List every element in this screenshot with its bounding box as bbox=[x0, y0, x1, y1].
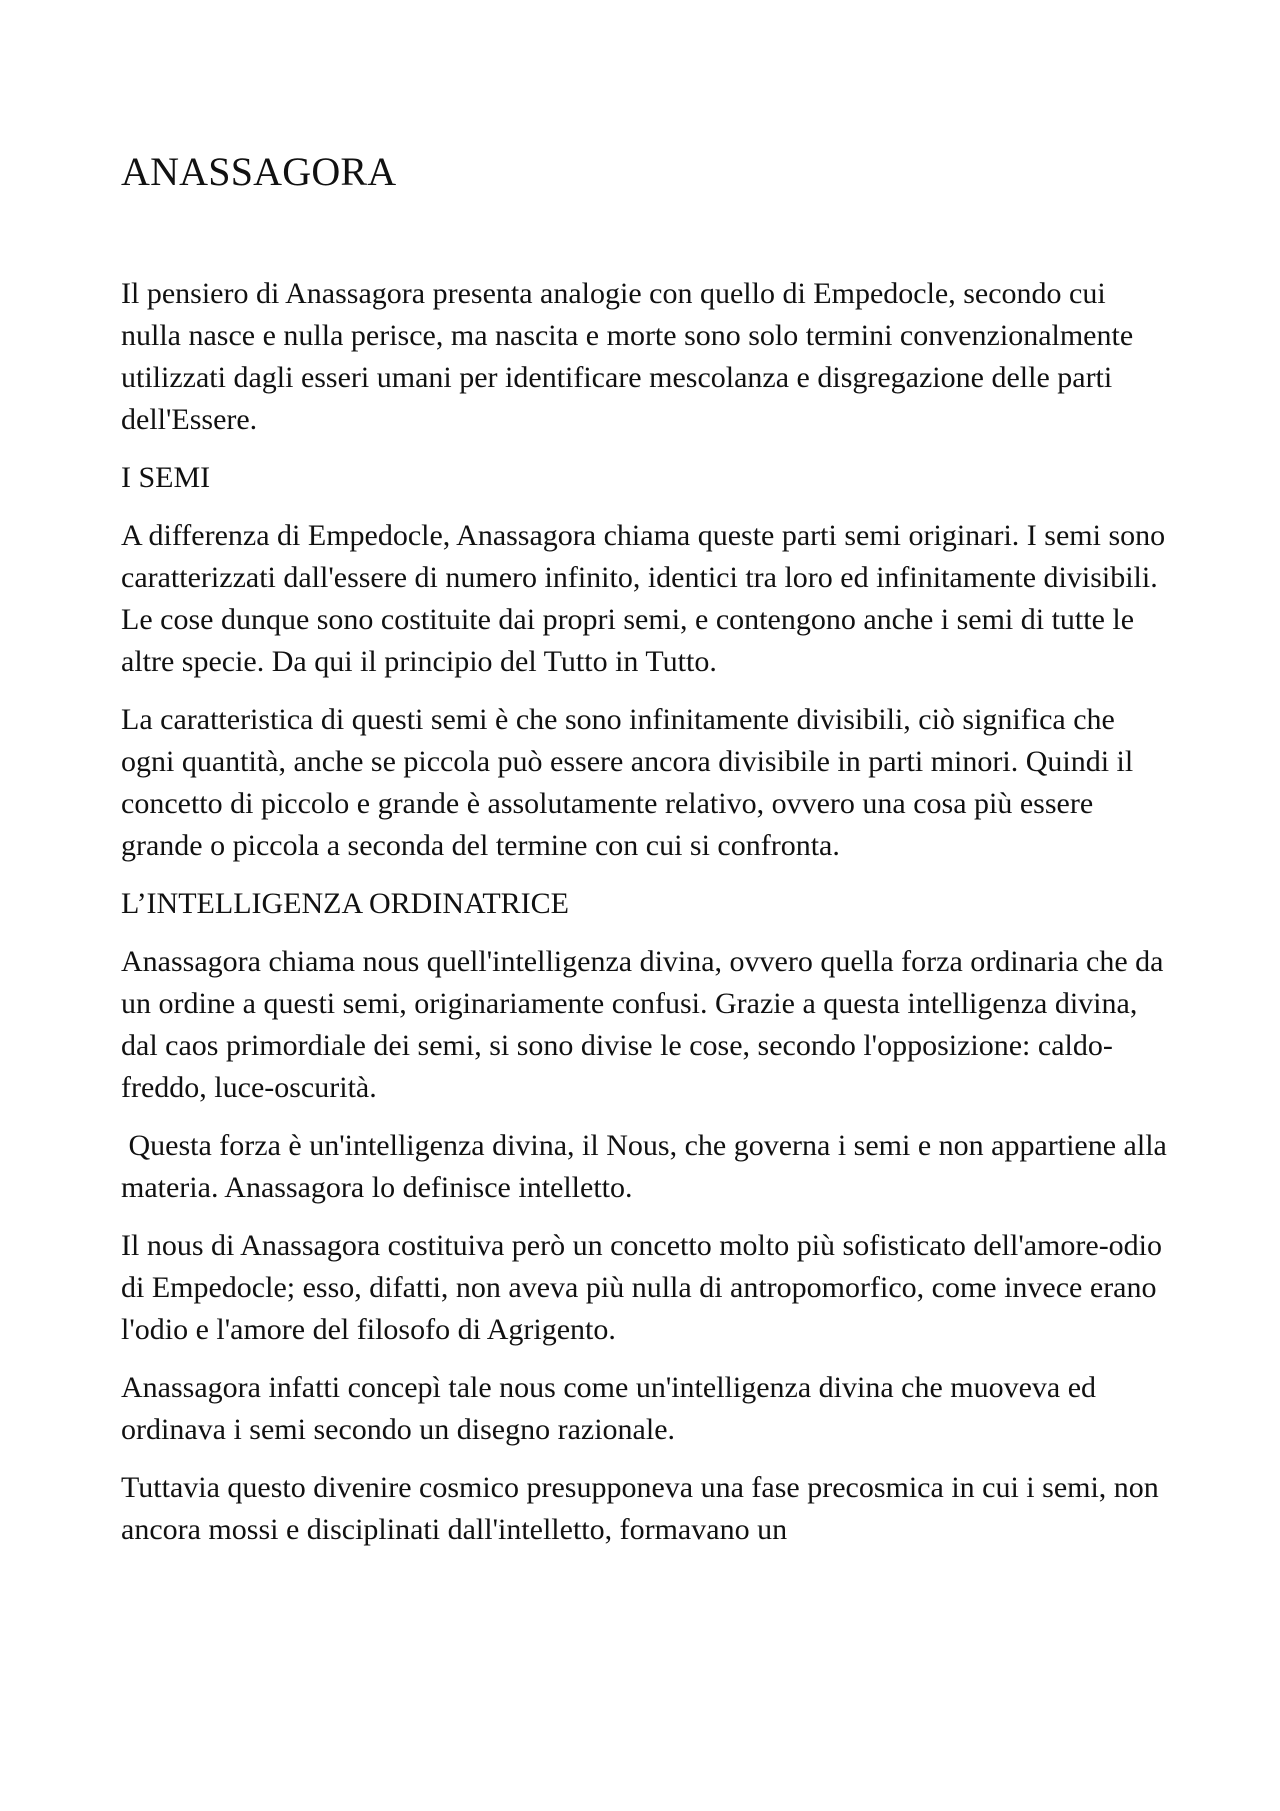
paragraph: Anassagora chiama nous quell'intelligenza divina, ovvero quella forza ordinaria che da un ordine a questi semi, originariamente confusi. Grazie a questa intelligenza divina, dal caos primordiale dei semi, si sono divise le cose, secondo l'opposizione: caldo-freddo, luce-oscurità. bbox=[121, 945, 1171, 1104]
paragraph: Il nous di Anassagora costituiva però un concetto molto più sofisticato dell'amore-odio di Empedocle; esso, difatti, non aveva più nulla di antropomorfico, come invece erano l'odio e l'amore del filosofo di Agrigento. bbox=[121, 1229, 1170, 1346]
section-heading: L’INTELLIGENZA ORDINATRICE bbox=[121, 887, 569, 920]
paragraph: La caratteristica di questi semi è che sono infinitamente divisibili, ciò significa che ogni quantità, anche se piccola può essere ancora divisibile in parti minori. Quindi il concetto di piccolo e grande è assolutamente relativo, ovvero una cosa più essere grande o piccola a seconda del termine con cui si confronta. bbox=[121, 703, 1141, 862]
section-heading: I SEMI bbox=[121, 461, 211, 494]
document-body bbox=[121, 148, 1175, 1567]
paragraph: A differenza di Empedocle, Anassagora chiama queste parti semi originari. I semi sono caratterizzati dall'essere di numero infinito, identici tra loro ed infinitamente divisibili. Le cose dunque sono costituite dai propri semi, e contengono anche i semi di tutte le altre specie. Da qui il principio del Tutto in Tutto. bbox=[121, 519, 1173, 678]
page-title: ANASSAGORA bbox=[121, 149, 397, 194]
paragraph: Anassagora infatti concepì tale nous come un'intelligenza divina che muoveva ed ordinava i semi secondo un disegno razionale. bbox=[121, 1371, 1104, 1446]
document-text bbox=[121, 273, 1175, 1551]
paragraph: Questa forza è un'intelligenza divina, il Nous, che governa i semi e non appartiene alla materia. Anassagora lo definisce intelletto. bbox=[121, 1129, 1175, 1204]
paragraph: Il pensiero di Anassagora presenta analogie con quello di Empedocle, secondo cui nulla nasce e nulla perisce, ma nascita e morte sono solo termini convenzionalmente utilizzati dagli esseri umani per identificare mescolanza e disgregazione delle parti dell'Essere. bbox=[121, 277, 1141, 436]
paragraph: Tuttavia questo divenire cosmico presupponeva una fase precosmica in cui i semi, non ancora mossi e disciplinati dall'intelletto, formavano un bbox=[121, 1471, 1167, 1546]
